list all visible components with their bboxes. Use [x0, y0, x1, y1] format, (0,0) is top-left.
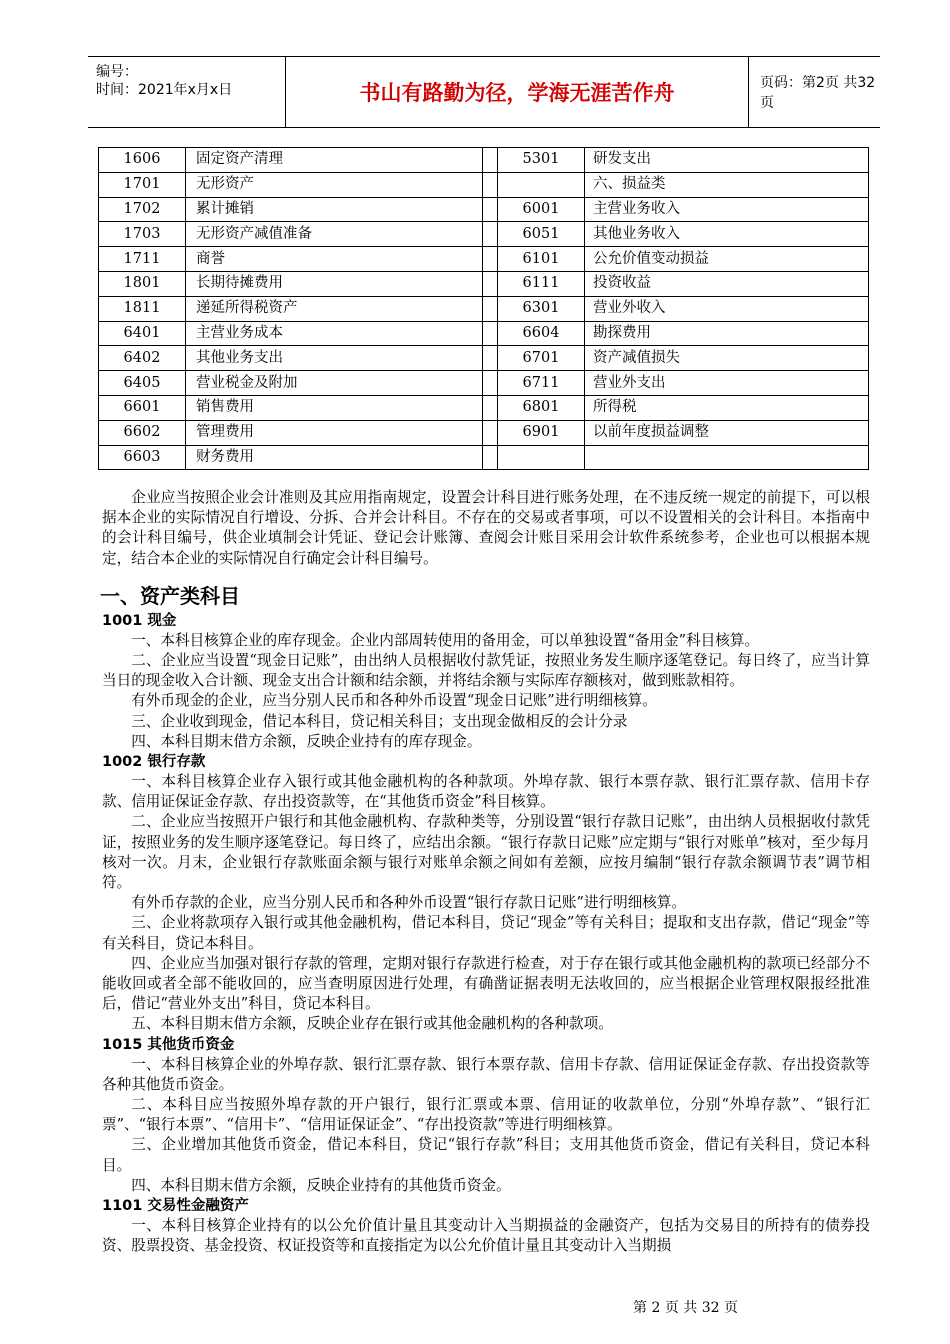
account-code-cell: 6405	[99, 371, 186, 396]
account-name-cell: 研发支出	[585, 148, 869, 173]
account-code-cell	[498, 445, 585, 470]
account-code-cell: 6001	[498, 197, 585, 222]
spacer-cell	[483, 395, 498, 420]
paragraph: 一、本科目核算企业的库存现金。企业内部周转使用的备用金，可以单独设置“备用金”科目核算。	[131, 631, 760, 649]
table-row	[99, 346, 869, 371]
spacer-cell	[483, 321, 498, 346]
account-name-cell: 营业外收入	[585, 296, 869, 321]
spacer-cell	[483, 271, 498, 296]
table-row	[99, 247, 869, 272]
account-name-cell: 管理费用	[186, 420, 483, 445]
paragraph: 二、本科目应当按照外埠存款的开户银行，银行汇票或本票、信用证的收款单位，分别“外埠存款”、“银行汇票”、“银行本票”、“信用卡”、“信用证保证金”、“存出投资款”等进行明细核算。	[102, 1096, 870, 1134]
paragraph: 四、本科目期末借方余额，反映企业持有的其他货币资金。	[131, 1176, 511, 1194]
intro-paragraph: 企业应当按照企业会计准则及其应用指南规定，设置会计科目进行账务处理，在不违反统一规定的前提下，可以根据本企业的实际情况自行增设、分拆、合并会计科目。不存在的交易或者事项，可以不设置相关的会计科目。本指南中的会计科目编号，供企业填制会计凭证、登记会计账簿、查阅会计账目采用会计软件系统参考，企业也可以根据本规定，结合本企业的实际情况自行确定会计科目编号。	[102, 489, 870, 567]
account-code-cell: 6101	[498, 247, 585, 272]
account-code-cell: 1703	[99, 222, 186, 247]
spacer-cell	[483, 420, 498, 445]
paragraph: 一、本科目核算企业持有的以公允价值计量且其变动计入当期损益的金融资产，包括为交易目的所持有的债券投资、股票投资、基金投资、权证投资等和直接指定为以公允价值计量且其变动计入当期损	[102, 1217, 870, 1255]
paragraph: 三、企业增加其他货币资金，借记本科目，贷记“银行存款”科目；支用其他货币资金，借记有关科目，贷记本科目。	[102, 1136, 870, 1174]
subject-1101-title: 1101 交易性金融资产	[102, 1198, 249, 1215]
header-motto: 书山有路勤为径，学海无涯苦作舟	[286, 57, 749, 127]
table-row	[99, 371, 869, 396]
paragraph: 一、本科目核算企业的外埠存款、银行汇票存款、银行本票存款、信用卡存款、信用证保证金存款、存出投资款等各种其他货币资金。	[102, 1055, 870, 1093]
account-code-cell: 6402	[99, 346, 186, 371]
section-title: 一、资产类科目	[100, 583, 240, 608]
spacer-cell	[483, 296, 498, 321]
page-header	[88, 56, 880, 128]
page-footer: 第 2 页 共 32 页	[633, 1300, 738, 1316]
account-name-cell: 投资收益	[585, 271, 869, 296]
account-name-cell: 无形资产	[186, 172, 483, 197]
spacer-cell	[483, 346, 498, 371]
account-name-cell: 其他业务收入	[585, 222, 869, 247]
spacer-cell	[483, 172, 498, 197]
table-row	[99, 296, 869, 321]
table-row	[99, 445, 869, 470]
paragraph: 四、企业应当加强对银行存款的管理，定期对银行存款进行检查，对于存在银行或其他金融机构的款项已经部分不能收回或者全部不能收回的，应当查明原因进行处理，有确凿证据表明无法收回的，应当根据企业管理权限报经批准后，借记“营业外支出”科目，贷记本科目。	[102, 954, 870, 1013]
table-row	[99, 197, 869, 222]
account-code-cell: 6603	[99, 445, 186, 470]
account-name-cell: 所得税	[585, 395, 869, 420]
account-name-cell: 固定资产清理	[186, 148, 483, 173]
subject-1002-title: 1002 银行存款	[102, 754, 206, 771]
spacer-cell	[483, 197, 498, 222]
paragraph: 二、企业应当设置“现金日记账”，由出纳人员根据收付款凭证，按照业务发生顺序逐笔登记。每日终了，应当计算当日的现金收入合计额、现金支出合计额和结余额，并将结余额与实际库存额核对，做到账款相符。	[102, 652, 870, 690]
account-name-cell: 营业税金及附加	[186, 371, 483, 396]
account-name-cell: 无形资产减值准备	[186, 222, 483, 247]
spacer-cell	[483, 371, 498, 396]
account-code-cell: 6401	[99, 321, 186, 346]
subject-1015-title: 1015 其他货币资金	[102, 1036, 235, 1053]
table-row	[99, 222, 869, 247]
account-code-cell: 5301	[498, 148, 585, 173]
account-code-cell	[498, 172, 585, 197]
account-code-cell: 6301	[498, 296, 585, 321]
spacer-cell	[483, 445, 498, 470]
account-name-cell: 长期待摊费用	[186, 271, 483, 296]
document-time-label: 时间：2021年x月x日	[96, 82, 233, 98]
spacer-cell	[483, 247, 498, 272]
paragraph: 五、本科目期末借方余额，反映企业存在银行或其他金融机构的各种款项。	[131, 1015, 613, 1033]
subject-1001-title: 1001 现金	[102, 612, 177, 629]
header-page-label: 页码：第2页 共32页	[760, 75, 876, 111]
account-code-cell: 6901	[498, 420, 585, 445]
table-row	[99, 321, 869, 346]
account-code-cell: 6711	[498, 371, 585, 396]
account-code-cell: 6601	[99, 395, 186, 420]
account-name-cell: 财务费用	[186, 445, 483, 470]
account-code-cell: 1702	[99, 197, 186, 222]
paragraph: 三、企业将款项存入银行或其他金融机构，借记本科目，贷记“现金”等有关科目；提取和支出存款，借记“现金”等有关科目，贷记本科目。	[102, 914, 870, 952]
spacer-cell	[483, 222, 498, 247]
table-row	[99, 420, 869, 445]
paragraph: 四、本科目期末借方余额，反映企业持有的库存现金。	[131, 732, 482, 750]
table-row	[99, 172, 869, 197]
paragraph: 有外币存款的企业，应当分别人民币和各种外币设置“银行存款日记账”进行明细核算。	[131, 894, 687, 912]
account-code-table	[98, 147, 869, 470]
paragraph: 三、企业收到现金，借记本科目，贷记相关科目；支出现金做相反的会计分录	[131, 712, 628, 730]
document-number-label: 编号：	[96, 64, 138, 80]
account-name-cell: 以前年度损益调整	[585, 420, 869, 445]
account-name-cell: 主营业务成本	[186, 321, 483, 346]
account-code-cell: 6111	[498, 271, 585, 296]
account-code-cell: 6602	[99, 420, 186, 445]
document-body	[102, 488, 870, 1257]
account-code-cell: 6701	[498, 346, 585, 371]
header-meta	[88, 57, 286, 127]
account-name-cell: 销售费用	[186, 395, 483, 420]
account-name-cell: 主营业务收入	[585, 197, 869, 222]
account-name-cell: 其他业务支出	[186, 346, 483, 371]
account-name-cell: 六、损益类	[585, 172, 869, 197]
table-row	[99, 148, 869, 173]
paragraph: 有外币现金的企业，应当分别人民币和各种外币设置“现金日记账”进行明细核算。	[131, 692, 657, 710]
account-name-cell: 商誉	[186, 247, 483, 272]
account-name-cell: 营业外支出	[585, 371, 869, 396]
account-name-cell: 递延所得税资产	[186, 296, 483, 321]
account-code-cell: 6801	[498, 395, 585, 420]
account-code-cell: 1711	[99, 247, 186, 272]
account-name-cell: 累计摊销	[186, 197, 483, 222]
account-code-cell: 6604	[498, 321, 585, 346]
account-code-cell: 1701	[99, 172, 186, 197]
account-code-cell: 1606	[99, 148, 186, 173]
paragraph: 二、企业应当按照开户银行和其他金融机构、存款种类等，分别设置“银行存款日记账”，由出纳人员根据收付款凭证，按照业务的发生顺序逐笔登记。每日终了，应结出余额。“银行存款日记账”应定期与“银行对账单”核对，至少每月核对一次。月末，企业银行存款账面余额与银行对账单余额之间如有差额，应按月编制“银行存款余额调节表”调节相符。	[102, 813, 870, 892]
account-name-cell: 资产减值损失	[585, 346, 869, 371]
paragraph: 一、本科目核算企业存入银行或其他金融机构的各种款项。外埠存款、银行本票存款、银行汇票存款、信用卡存款、信用证保证金存款、存出投资款等，在“其他货币资金”科目核算。	[102, 773, 870, 811]
spacer-cell	[483, 148, 498, 173]
account-code-cell: 1801	[99, 271, 186, 296]
account-name-cell: 公允价值变动损益	[585, 247, 869, 272]
account-code-cell: 6051	[498, 222, 585, 247]
account-name-cell	[585, 445, 869, 470]
table-row	[99, 395, 869, 420]
table-row	[99, 271, 869, 296]
account-name-cell: 勘探费用	[585, 321, 869, 346]
account-code-cell: 1811	[99, 296, 186, 321]
